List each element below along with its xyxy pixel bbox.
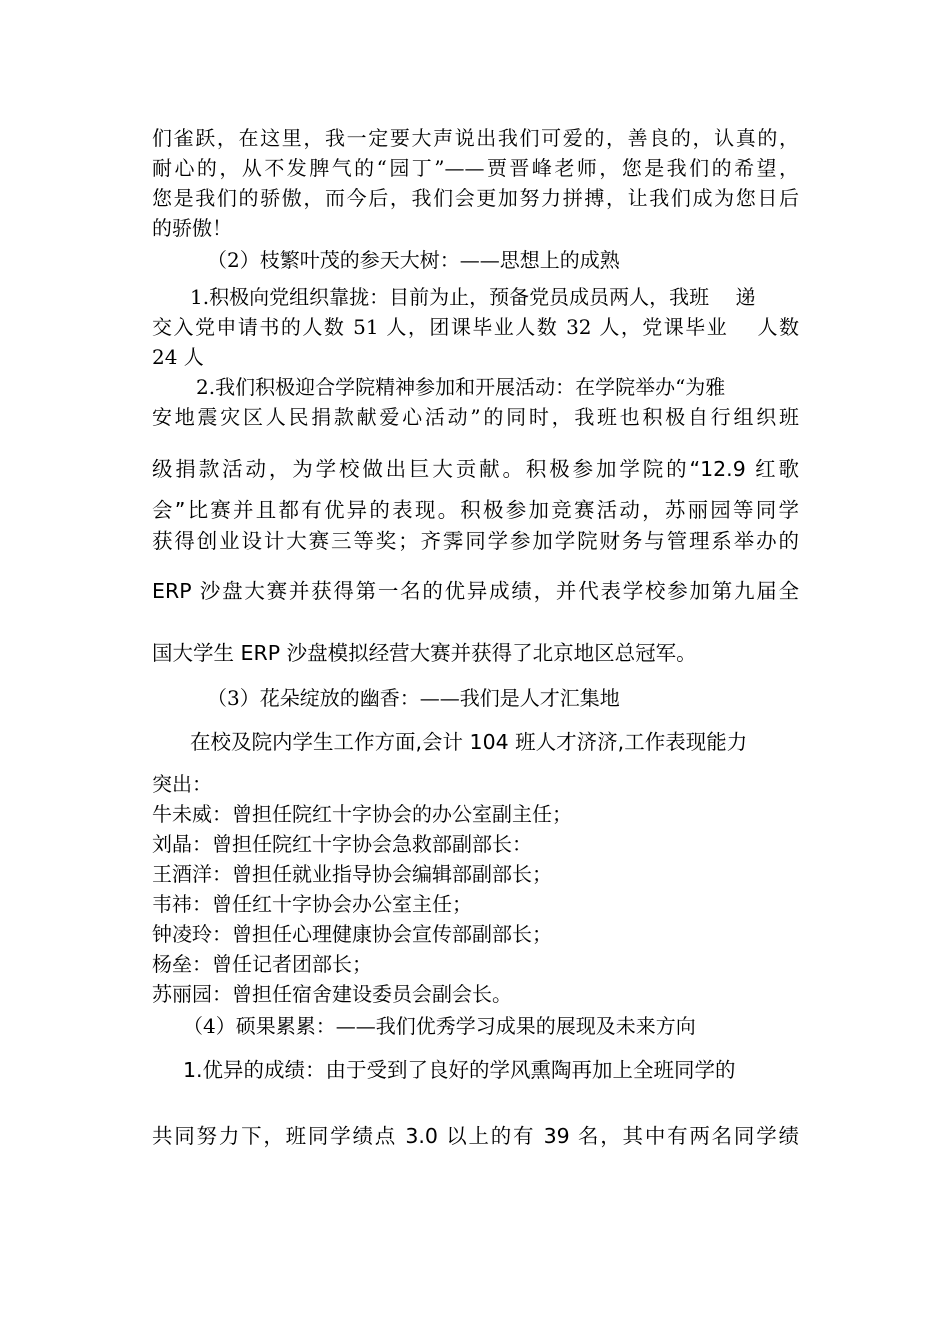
list-item: 钟凌玲：曾担任心理健康协会宣传部副部长； bbox=[152, 922, 552, 946]
text-line: 在校及院内学生工作方面,会计 104 班人才济济,工作表现能力 bbox=[190, 730, 748, 754]
text-line: 1.积极向党组织靠拢：目前为止，预备党员成员两人，我班 递 bbox=[190, 285, 756, 309]
text-line: 国大学生 ERP 沙盘模拟经营大赛并获得了北京地区总冠军。 bbox=[152, 641, 697, 665]
section-heading: （2）枝繁叶茂的参天大树：——思想上的成熟 bbox=[207, 248, 620, 272]
section-heading: （4）硕果累累：——我们优秀学习成果的展现及未来方向 bbox=[183, 1014, 696, 1038]
list-item: 杨垒：曾任记者团部长； bbox=[152, 952, 372, 976]
list-item: 牛未威：曾担任院红十字协会的办公室副主任； bbox=[152, 802, 572, 826]
section-heading: （3）花朵绽放的幽香：——我们是人才汇集地 bbox=[207, 686, 620, 710]
text-line: 安地震灾区人民捐款献爱心活动”的同时，我班也积极自行组织班 bbox=[152, 405, 799, 429]
text-line: 获得创业设计大赛三等奖；齐霁同学参加学院财务与管理系举办的 bbox=[152, 529, 799, 553]
text-line: 2.我们积极迎合学院精神参加和开展活动：在学院举办“为雅 bbox=[196, 375, 726, 399]
text-line: 交入党申请书的人数 51 人，团课毕业人数 32 人，党课毕业 人数 bbox=[152, 315, 799, 339]
list-item: 韦祎：曾任红十字协会办公室主任； bbox=[152, 892, 472, 916]
text-line: 会”比赛并且都有优异的表现。积极参加竞赛活动，苏丽园等同学 bbox=[152, 498, 799, 522]
list-item: 苏丽园：曾担任宿舍建设委员会副会长。 bbox=[152, 982, 512, 1006]
text-line: 们雀跃，在这里，我一定要大声说出我们可爱的，善良的，认真的， bbox=[152, 126, 799, 150]
list-item: 王酒洋：曾担任就业指导协会编辑部副部长； bbox=[152, 862, 552, 886]
text-line: 级捐款活动，为学校做出巨大贡献。积极参加学院的“12.9 红歌 bbox=[152, 457, 799, 481]
text-line: 共同努力下，班同学绩点 3.0 以上的有 39 名，其中有两名同学绩 bbox=[152, 1124, 799, 1148]
list-item: 刘晶：曾担任院红十字协会急救部副部长： bbox=[152, 832, 532, 856]
text-line: 耐心的，从不发脾气的“园丁”——贾晋峰老师，您是我们的希望， bbox=[152, 156, 799, 180]
text-line: 的骄傲！ bbox=[152, 216, 232, 240]
text-line: 突出： bbox=[152, 772, 212, 796]
text-line: ERP 沙盘大赛并获得第一名的优异成绩，并代表学校参加第九届全 bbox=[152, 579, 799, 603]
text-line: 24 人 bbox=[152, 345, 204, 369]
text-line: 您是我们的骄傲，而今后，我们会更加努力拼搏，让我们成为您日后 bbox=[152, 186, 799, 210]
text-line: 1.优异的成绩：由于受到了良好的学风熏陶再加上全班同学的 bbox=[183, 1058, 736, 1082]
